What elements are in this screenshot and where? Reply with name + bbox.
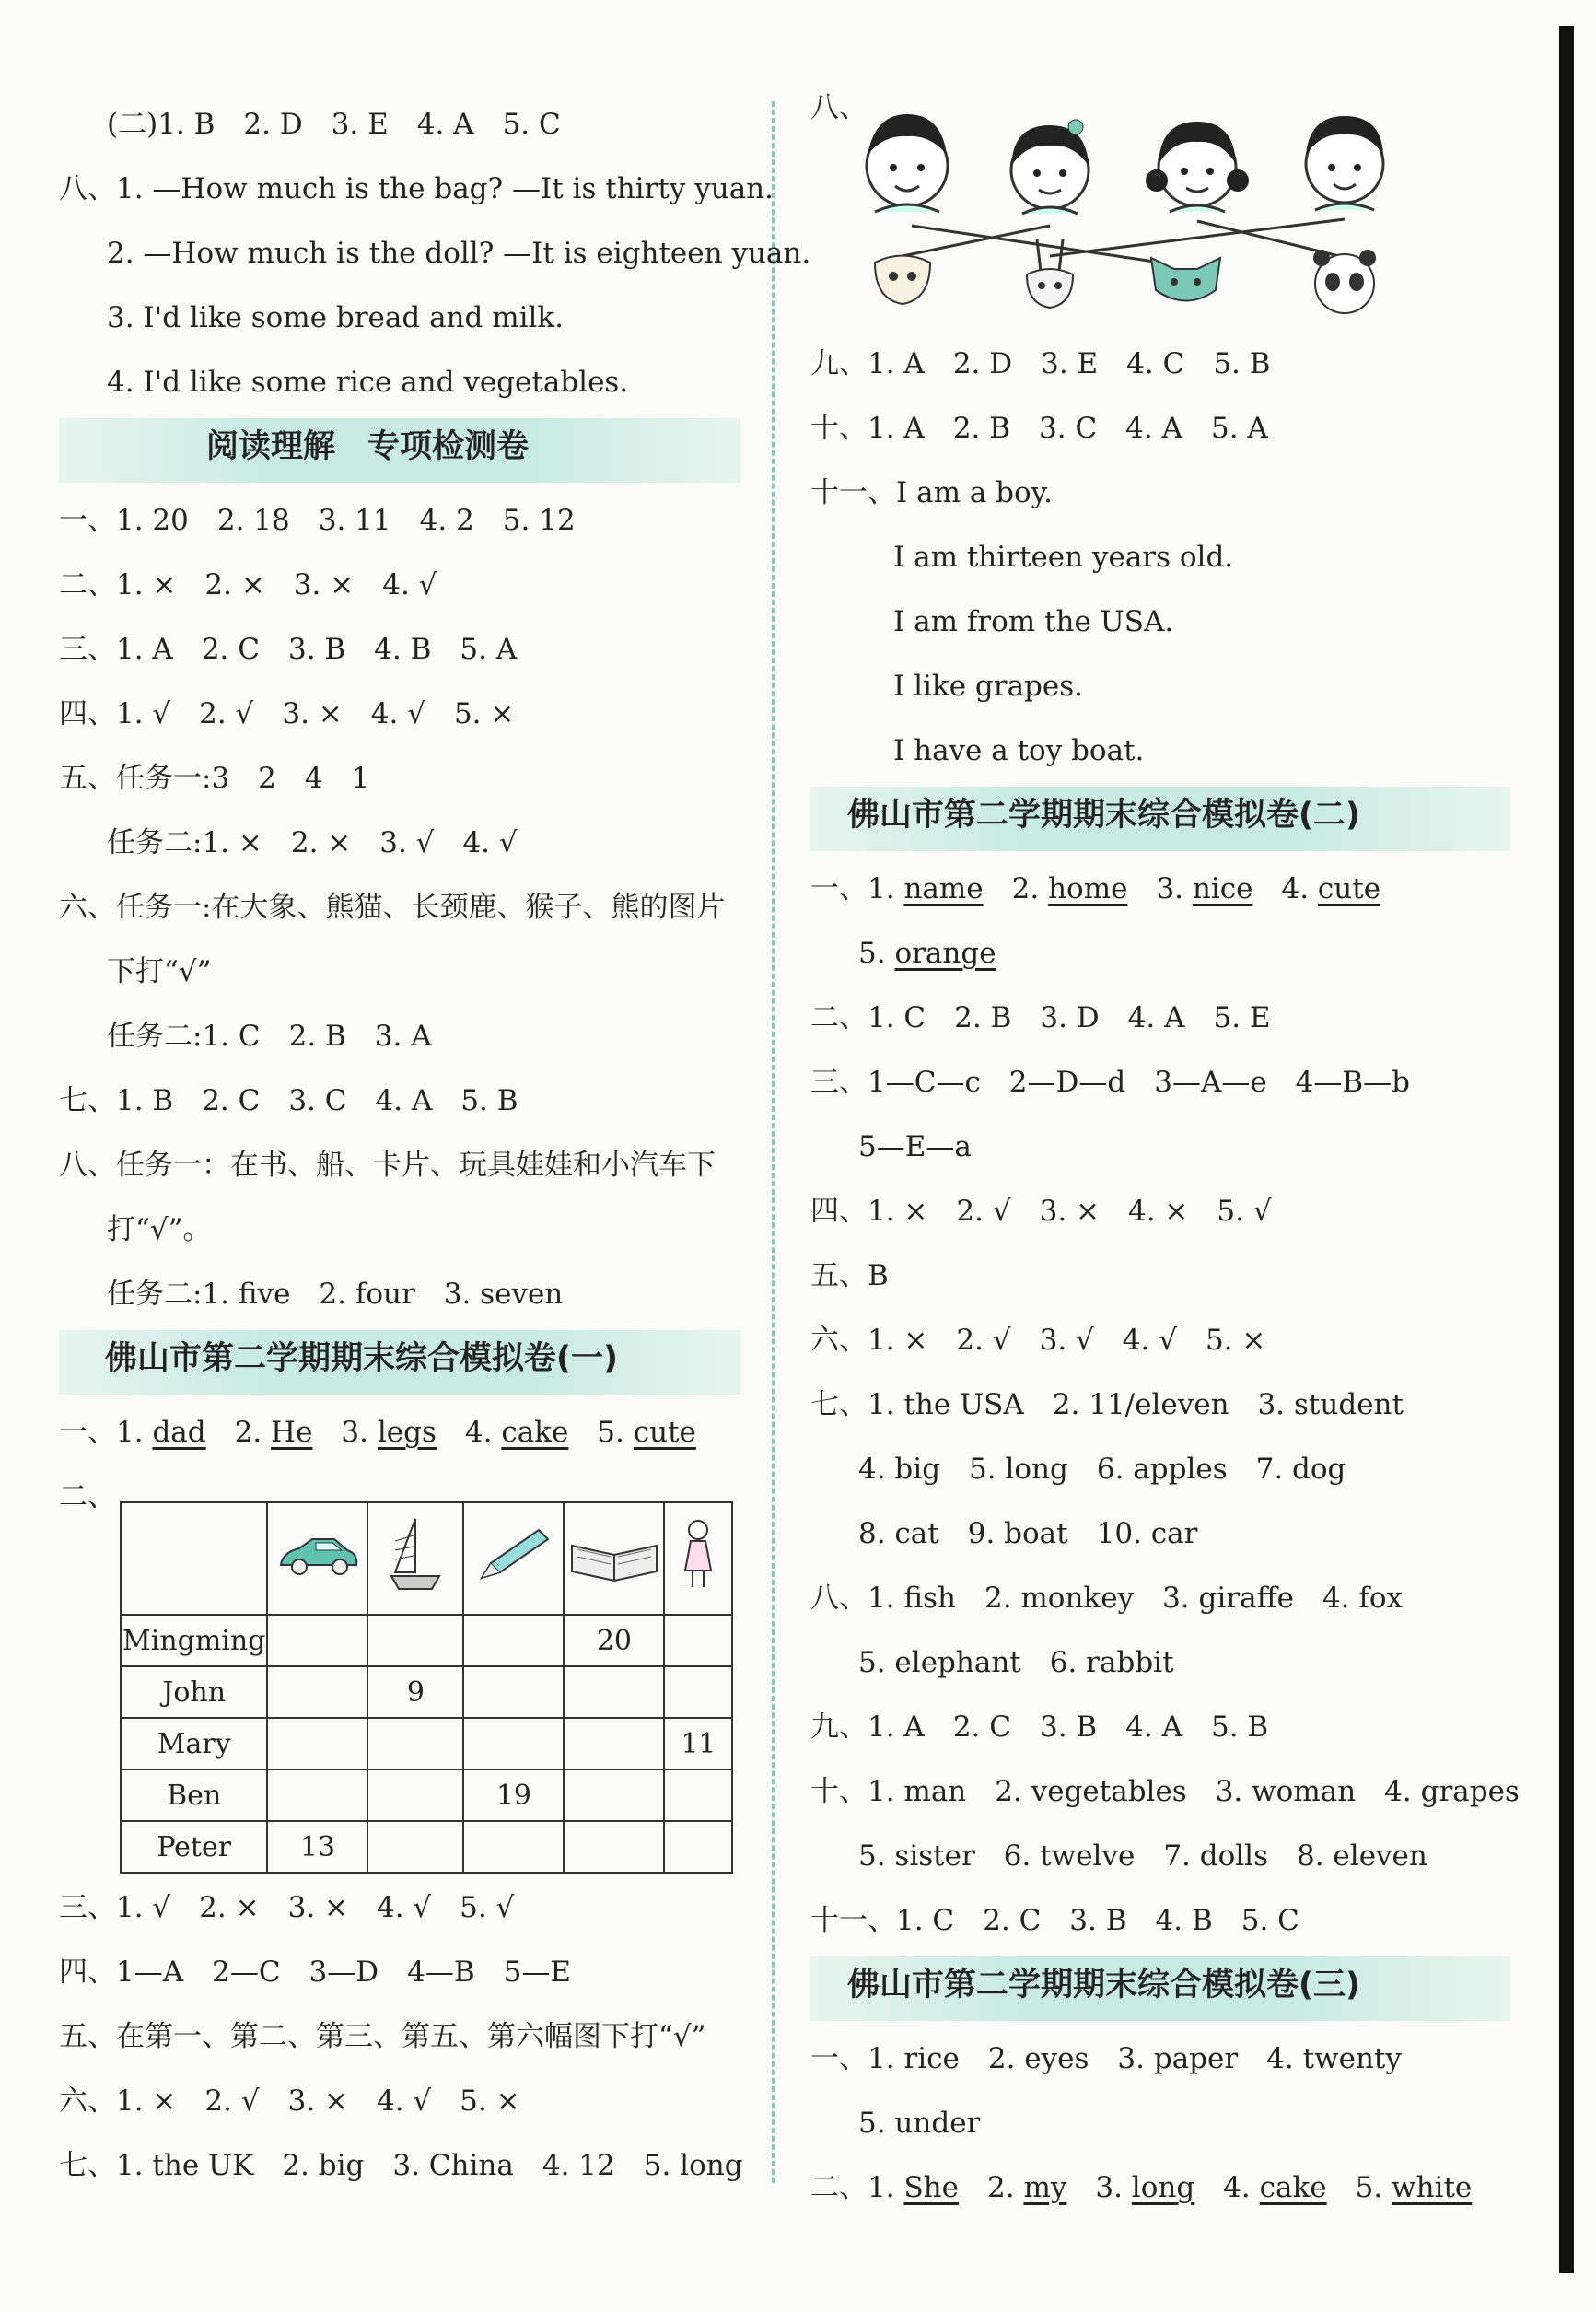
answer-word: my	[1023, 2171, 1067, 2204]
answer-line: 二、1. C 2. B 3. D 4. A 5. E	[810, 1001, 1271, 1034]
girl-face-1	[1011, 120, 1089, 214]
table-cell: 20	[564, 1615, 664, 1666]
answer-line	[810, 857, 1510, 921]
answer-line: 五、任务一:3 2 4 1	[59, 762, 370, 795]
pencil-picture	[463, 1502, 564, 1615]
answer-line: I have a toy boat.	[893, 734, 1145, 767]
text: 一、1.	[810, 872, 904, 905]
table-cell	[367, 1769, 463, 1821]
text: 3.	[312, 1416, 378, 1449]
table-cell	[564, 1769, 664, 1821]
table-cell	[463, 1666, 564, 1718]
answer-line: 七、1. the UK 2. big 3. China 4. 12 5. long	[59, 2149, 743, 2182]
boy-face-1	[867, 114, 948, 212]
answer-line: 四、1. √ 2. √ 3. × 4. √ 5. ×	[59, 697, 515, 730]
answer-line: 打“√”。	[107, 1213, 212, 1246]
table-cell: 9	[367, 1666, 463, 1718]
table-cell	[367, 1615, 463, 1666]
table-cell: Mingming	[121, 1615, 267, 1666]
answer-line: 5. sister 6. twelve 7. dolls 8. eleven	[858, 1839, 1427, 1873]
table-row	[121, 1718, 732, 1769]
table-cell: Mary	[121, 1718, 267, 1769]
answer-line: (二)1. B 2. D 3. E 4. A 5. C	[107, 108, 561, 141]
table-cell	[564, 1666, 664, 1718]
text: 4.	[436, 1416, 502, 1449]
answer-line: 任务二:1. five 2. four 3. seven	[107, 1278, 564, 1311]
answer-line: 八、任务一：在书、船、卡片、玩具娃娃和小汽车下	[59, 1149, 716, 1182]
text: 5.	[1326, 2171, 1392, 2204]
answer-word: cake	[501, 1416, 569, 1449]
answer-word: home	[1048, 872, 1128, 905]
section-title: 佛山市第二学期期末综合模拟卷(二)	[810, 787, 1510, 851]
answer-line: I like grapes.	[893, 670, 1084, 703]
table-cell	[564, 1821, 664, 1873]
table-header-row	[121, 1502, 732, 1615]
answer-line	[810, 2155, 1510, 2220]
answer-line: 三、1—C—c 2—D—d 3—A—e 4—B—b	[810, 1066, 1411, 1099]
answer-word: legs	[377, 1416, 437, 1449]
table-cell	[367, 1718, 463, 1769]
table-cell	[267, 1718, 367, 1769]
answer-line: 任务二:1. × 2. × 3. √ 4. √	[107, 826, 518, 859]
answer-line: 四、1. × 2. √ 3. × 4. × 5. √	[810, 1195, 1272, 1228]
section-title: 阅读理解 专项检测卷	[59, 418, 740, 483]
answer-line: 二、	[59, 1480, 116, 1513]
answer-line: 七、1. B 2. C 3. C 4. A 5. B	[59, 1084, 518, 1117]
answer-line: 五、在第一、第二、第三、第五、第六幅图下打“√”	[59, 2020, 706, 2053]
answer-line: 八、	[810, 91, 868, 124]
table-row	[121, 1615, 732, 1666]
answer-line: 一、1. 20 2. 18 3. 11 4. 2 5. 12	[59, 504, 576, 537]
page-edge-bar	[1559, 26, 1574, 2273]
answer-line: I am from the USA.	[893, 605, 1174, 638]
answer-line	[59, 1400, 740, 1465]
panda-mask-icon	[1313, 250, 1376, 313]
answer-line: 八、1. —How much is the bag? —It is thirty yuan.	[59, 172, 774, 205]
answer-line: 8. cat 9. boat 10. car	[858, 1517, 1198, 1550]
text: 3.	[1066, 2171, 1132, 2204]
answer-word: white	[1392, 2171, 1473, 2204]
answer-line: 5—E—a	[858, 1130, 972, 1163]
table-cell: 13	[267, 1821, 367, 1873]
answer-line: 2. —How much is the doll? —It is eighteen yuan.	[107, 237, 811, 270]
table-row	[121, 1769, 732, 1821]
table-cell	[267, 1615, 367, 1666]
answer-line: 六、1. × 2. √ 3. √ 4. √ 5. ×	[810, 1324, 1266, 1357]
car-picture	[267, 1502, 367, 1615]
answer-line: I am thirteen years old.	[893, 541, 1234, 574]
text: 一、1.	[59, 1416, 153, 1449]
answer-line: 5. elephant 6. rabbit	[858, 1646, 1174, 1679]
answer-word: cute	[1317, 872, 1381, 905]
text: 2.	[983, 872, 1049, 905]
section-title: 佛山市第二学期期末综合模拟卷(一)	[59, 1330, 740, 1395]
table-row	[121, 1821, 732, 1873]
answer-line: 十一、I am a boy.	[810, 476, 1053, 509]
answer-line: 3. I'd like some bread and milk.	[107, 301, 565, 334]
table-cell	[664, 1821, 732, 1873]
answer-line: 二、1. × 2. × 3. × 4. √	[59, 568, 437, 601]
table-cell	[664, 1615, 732, 1666]
table-cell	[463, 1821, 564, 1873]
text: 4.	[1252, 872, 1318, 905]
text: 二、1.	[810, 2171, 904, 2204]
answer-line: 5. under	[858, 2107, 981, 2140]
text: 5.	[858, 937, 895, 970]
answer-line: 九、1. A 2. C 3. B 4. A 5. B	[810, 1711, 1269, 1744]
answer-line: 十、1. A 2. B 3. C 4. A 5. A	[810, 412, 1268, 445]
answer-line: 五、B	[810, 1259, 889, 1292]
table-cell	[463, 1718, 564, 1769]
answer-line: 十一、1. C 2. C 3. B 4. B 5. C	[810, 1904, 1299, 1937]
boat-picture	[367, 1502, 463, 1615]
column-divider	[772, 101, 775, 2183]
doll-picture	[664, 1502, 732, 1615]
book-picture	[564, 1502, 664, 1615]
giraffe-mask-icon	[875, 256, 930, 305]
table-cell	[463, 1615, 564, 1666]
table-cell	[267, 1769, 367, 1821]
text: 3.	[1127, 872, 1193, 905]
table-corner	[121, 1502, 267, 1615]
right-column	[810, 91, 1520, 2220]
answer-word: name	[903, 872, 984, 905]
table-cell	[267, 1666, 367, 1718]
answer-line: 四、1—A 2—C 3—D 4—B 5—E	[59, 1956, 571, 1989]
answer-line: 九、1. A 2. D 3. E 4. C 5. B	[810, 347, 1271, 380]
left-column-bottom	[59, 1875, 743, 2198]
answer-line: 十、1. man 2. vegetables 3. woman 4. grapes	[810, 1775, 1520, 1808]
table-cell: Peter	[121, 1821, 267, 1873]
answer-word: He	[271, 1416, 313, 1449]
answer-line	[810, 921, 1510, 986]
left-column	[59, 92, 811, 1529]
answer-word: cake	[1259, 2171, 1327, 2204]
table-cell: 19	[463, 1769, 564, 1821]
answer-line: 七、1. the USA 2. 11/eleven 3. student	[810, 1388, 1404, 1421]
answer-word: dad	[152, 1416, 206, 1449]
answer-word: cute	[633, 1416, 696, 1449]
table-row	[121, 1666, 732, 1718]
text: 2.	[959, 2171, 1024, 2204]
table-cell	[564, 1718, 664, 1769]
matching-illustration	[856, 101, 1446, 332]
answer-line: 三、1. √ 2. × 3. × 4. √ 5. √	[59, 1891, 515, 1924]
answer-line: 六、任务一:在大象、熊猫、长颈鹿、猴子、熊的图片	[59, 891, 726, 924]
text: 4.	[1194, 2171, 1260, 2204]
answer-table	[120, 1501, 733, 1874]
fox-mask-icon	[1151, 258, 1220, 301]
answer-line: 三、1. A 2. C 3. B 4. B 5. A	[59, 633, 518, 666]
girl-face-2	[1146, 122, 1249, 212]
table-cell: John	[121, 1666, 267, 1718]
table-cell	[664, 1769, 732, 1821]
answer-line: 任务二:1. C 2. B 3. A	[107, 1020, 432, 1053]
answer-word: She	[903, 2171, 959, 2204]
answer-line: 一、1. rice 2. eyes 3. paper 4. twenty	[810, 2042, 1402, 2075]
text: 5.	[568, 1416, 634, 1449]
text: 2.	[205, 1416, 272, 1449]
table-cell: 11	[664, 1718, 732, 1769]
answer-line: 六、1. × 2. √ 3. × 4. √ 5. ×	[59, 2084, 520, 2118]
section-title: 佛山市第二学期期末综合模拟卷(三)	[810, 1956, 1510, 2021]
table-cell	[664, 1666, 732, 1718]
answer-word: orange	[894, 937, 996, 970]
answer-line: 下打“√”	[107, 955, 212, 988]
matching-lines	[903, 219, 1354, 263]
answer-word: nice	[1192, 872, 1253, 905]
answer-word: long	[1131, 2171, 1195, 2204]
answer-line: 4. big 5. long 6. apples 7. dog	[858, 1453, 1346, 1486]
table-cell	[367, 1821, 463, 1873]
boy-face-2	[1306, 116, 1383, 210]
table-cell: Ben	[121, 1769, 267, 1821]
answer-line: 4. I'd like some rice and vegetables.	[107, 366, 629, 399]
answer-line: 八、1. fish 2. monkey 3. giraffe 4. fox	[810, 1582, 1403, 1615]
